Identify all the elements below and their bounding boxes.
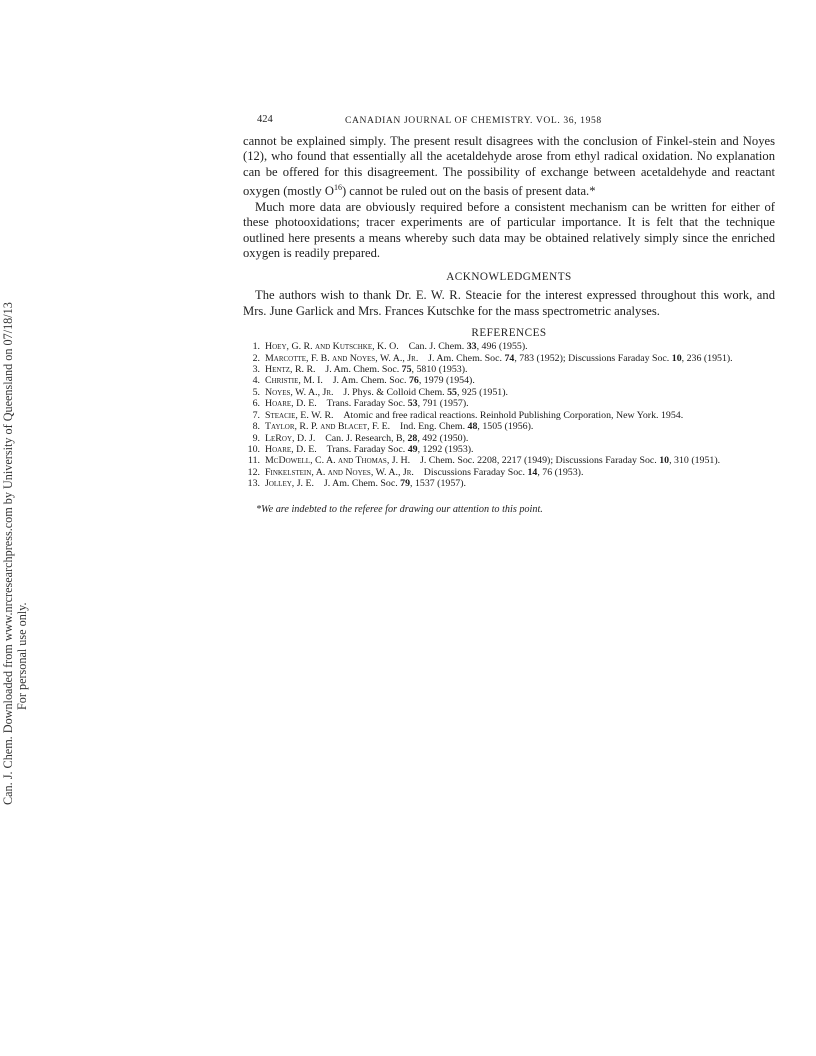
reference-pages: , 5810 (1953).	[411, 364, 468, 376]
reference-source: Trans. Faraday Soc.	[326, 398, 408, 410]
reference-number: 7.	[252, 409, 260, 421]
reference-authors: Jolley, J. E.	[265, 478, 314, 490]
reference-number: 10.	[247, 443, 260, 455]
reference-source: J. Am. Chem. Soc.	[428, 352, 505, 364]
reference-pages-2: , 236 (1951).	[681, 352, 733, 364]
reference-source: Trans. Faraday Soc.	[326, 443, 408, 455]
paragraph-1-text-a: cannot be explained simply. The present result disagrees with the conclusion of Finkel-stein and Noyes (12), who found that essentially all the acetaldehyde arose from ethyl radical oxidation. No explanation can be offered for this disagreement. The possibility of exchange between acetaldehyde and reactant oxygen (mostly O	[243, 134, 775, 199]
reference-pages: , 1979 (1954).	[418, 375, 475, 387]
paragraph-2: Much more data are obviously required before a consistent mechanism can be written for either of these photooxidations; tracer experiments are of particular importance. It is felt that the technique outlined here presents a means whereby such data may be obtained relatively simply since the enriched oxygen is readily prepared.	[243, 199, 775, 261]
reference-pages: , 791 (1957).	[417, 398, 469, 410]
reference-volume: 14	[527, 466, 538, 478]
reference-volume: 74	[504, 352, 515, 364]
reference-number: 8.	[252, 421, 260, 433]
reference-authors: Hentz, R. R.	[265, 364, 316, 376]
reference-item	[243, 444, 775, 455]
reference-authors: Steacie, E. W. R.	[265, 409, 334, 421]
reference-number: 6.	[252, 398, 260, 410]
reference-number: 4.	[252, 375, 260, 387]
page-content	[243, 114, 775, 515]
reference-volume: 28	[407, 432, 418, 444]
reference-volume: 55	[447, 386, 457, 398]
reference-authors: Noyes, W. A., Jr.	[265, 386, 334, 398]
running-header	[243, 114, 775, 130]
reference-volume-2: 10	[671, 352, 682, 364]
reference-volume: 48	[467, 421, 478, 433]
reference-source: J. Am. Chem. Soc.	[332, 375, 409, 387]
reference-source: Atomic and free radical reactions. Reinhold Publishing Corporation, New York. 1954.	[343, 409, 684, 421]
reference-authors: LeRoy, D. J.	[265, 432, 316, 444]
reference-authors: Marcotte, F. B. and Noyes, W. A., Jr.	[265, 352, 419, 364]
reference-item	[243, 455, 775, 466]
reference-item	[243, 478, 775, 489]
reference-source: Can. J. Chem.	[408, 341, 467, 353]
reference-source: Can. J. Research, B,	[325, 432, 408, 444]
reference-item	[243, 353, 775, 364]
reference-source: Ind. Eng. Chem.	[400, 421, 468, 433]
reference-number: 3.	[252, 364, 260, 376]
reference-number: 2.	[252, 352, 260, 364]
reference-volume: 76	[408, 375, 419, 387]
reference-item	[243, 341, 775, 352]
reference-pages: , 1292 (1953).	[417, 443, 474, 455]
reference-item	[243, 398, 775, 409]
reference-authors: Hoey, G. R. and Kutschke, K. O.	[265, 341, 399, 353]
oxygen-superscript: 16	[333, 183, 342, 193]
reference-volume: 33	[466, 341, 477, 353]
reference-source: J. Phys. & Colloid Chem.	[343, 386, 448, 398]
reference-number: 1.	[252, 341, 260, 353]
reference-pages: , 925 (1951).	[456, 386, 508, 398]
reference-authors: Finkelstein, A. and Noyes, W. A., Jr.	[265, 466, 414, 478]
download-notice-text	[1, 302, 29, 805]
reference-number: 11.	[248, 455, 260, 467]
reference-pages: , 76 (1953).	[537, 466, 584, 478]
reference-list	[243, 341, 775, 489]
reference-number: 5.	[252, 386, 260, 398]
reference-item	[243, 421, 775, 432]
footnote: *We are indebted to the referee for drawing our attention to this point.	[256, 503, 543, 515]
reference-authors: Hoare, D. E.	[265, 443, 317, 455]
download-notice	[0, 0, 40, 1056]
download-notice-line-2: For personal use only.	[15, 602, 29, 710]
page-number: 424	[257, 114, 273, 125]
acknowledgments-text: The authors wish to thank Dr. E. W. R. Steacie for the interest expressed throughout this work, and Mrs. June Garlick and Mrs. Frances Kutschke for the mass spectrometric analyses.	[243, 288, 775, 318]
reference-source: Discussions Faraday Soc.	[423, 466, 528, 478]
main-text	[243, 134, 775, 261]
reference-source: J. Am. Chem. Soc.	[325, 364, 402, 376]
journal-title: CANADIAN JOURNAL OF CHEMISTRY. VOL. 36, 1958	[345, 115, 602, 126]
reference-source: J. Chem. Soc. 2208, 2217 (1949); Discussions Faraday Soc.	[420, 455, 660, 467]
reference-volume: 75	[401, 364, 412, 376]
reference-volume: 10	[659, 455, 670, 467]
reference-volume: 53	[407, 398, 418, 410]
reference-authors: Taylor, R. P. and Blacet, F. E.	[265, 421, 391, 433]
reference-pages: , 492 (1950).	[417, 432, 469, 444]
reference-item	[243, 387, 775, 398]
reference-item	[243, 433, 775, 444]
references-heading: REFERENCES	[471, 327, 547, 340]
reference-pages: , 496 (1955).	[476, 341, 528, 353]
download-notice-line-1: Can. J. Chem. Downloaded from www.nrcresearchpress.com by University of Queensland on 07/18/13	[1, 302, 15, 805]
reference-pages: , 310 (1951).	[669, 455, 721, 467]
paragraph-1-text-b: ) cannot be ruled out on the basis of present data.*	[341, 184, 596, 199]
reference-item	[243, 364, 775, 375]
acknowledgments-section	[243, 288, 775, 319]
reference-number: 9.	[252, 432, 260, 444]
reference-number: 12.	[247, 466, 260, 478]
reference-number: 13.	[247, 478, 260, 490]
acknowledgments-heading: ACKNOWLEDGMENTS	[446, 271, 572, 284]
reference-pages: , 1505 (1956).	[477, 421, 534, 433]
reference-volume: 79	[400, 478, 411, 490]
reference-authors: McDowell, C. A. and Thomas, J. H.	[265, 455, 411, 467]
reference-pages: , 1537 (1957).	[410, 478, 466, 490]
reference-authors: Christie, M. I.	[265, 375, 323, 387]
reference-item	[243, 410, 775, 421]
reference-pages: , 783 (1952); Discussions Faraday Soc.	[514, 352, 672, 364]
reference-item	[243, 375, 775, 386]
reference-volume: 49	[407, 443, 418, 455]
reference-authors: Hoare, D. E.	[265, 398, 317, 410]
reference-source: J. Am. Chem. Soc.	[323, 478, 401, 490]
paragraph-1	[243, 134, 775, 200]
reference-item	[243, 467, 775, 478]
